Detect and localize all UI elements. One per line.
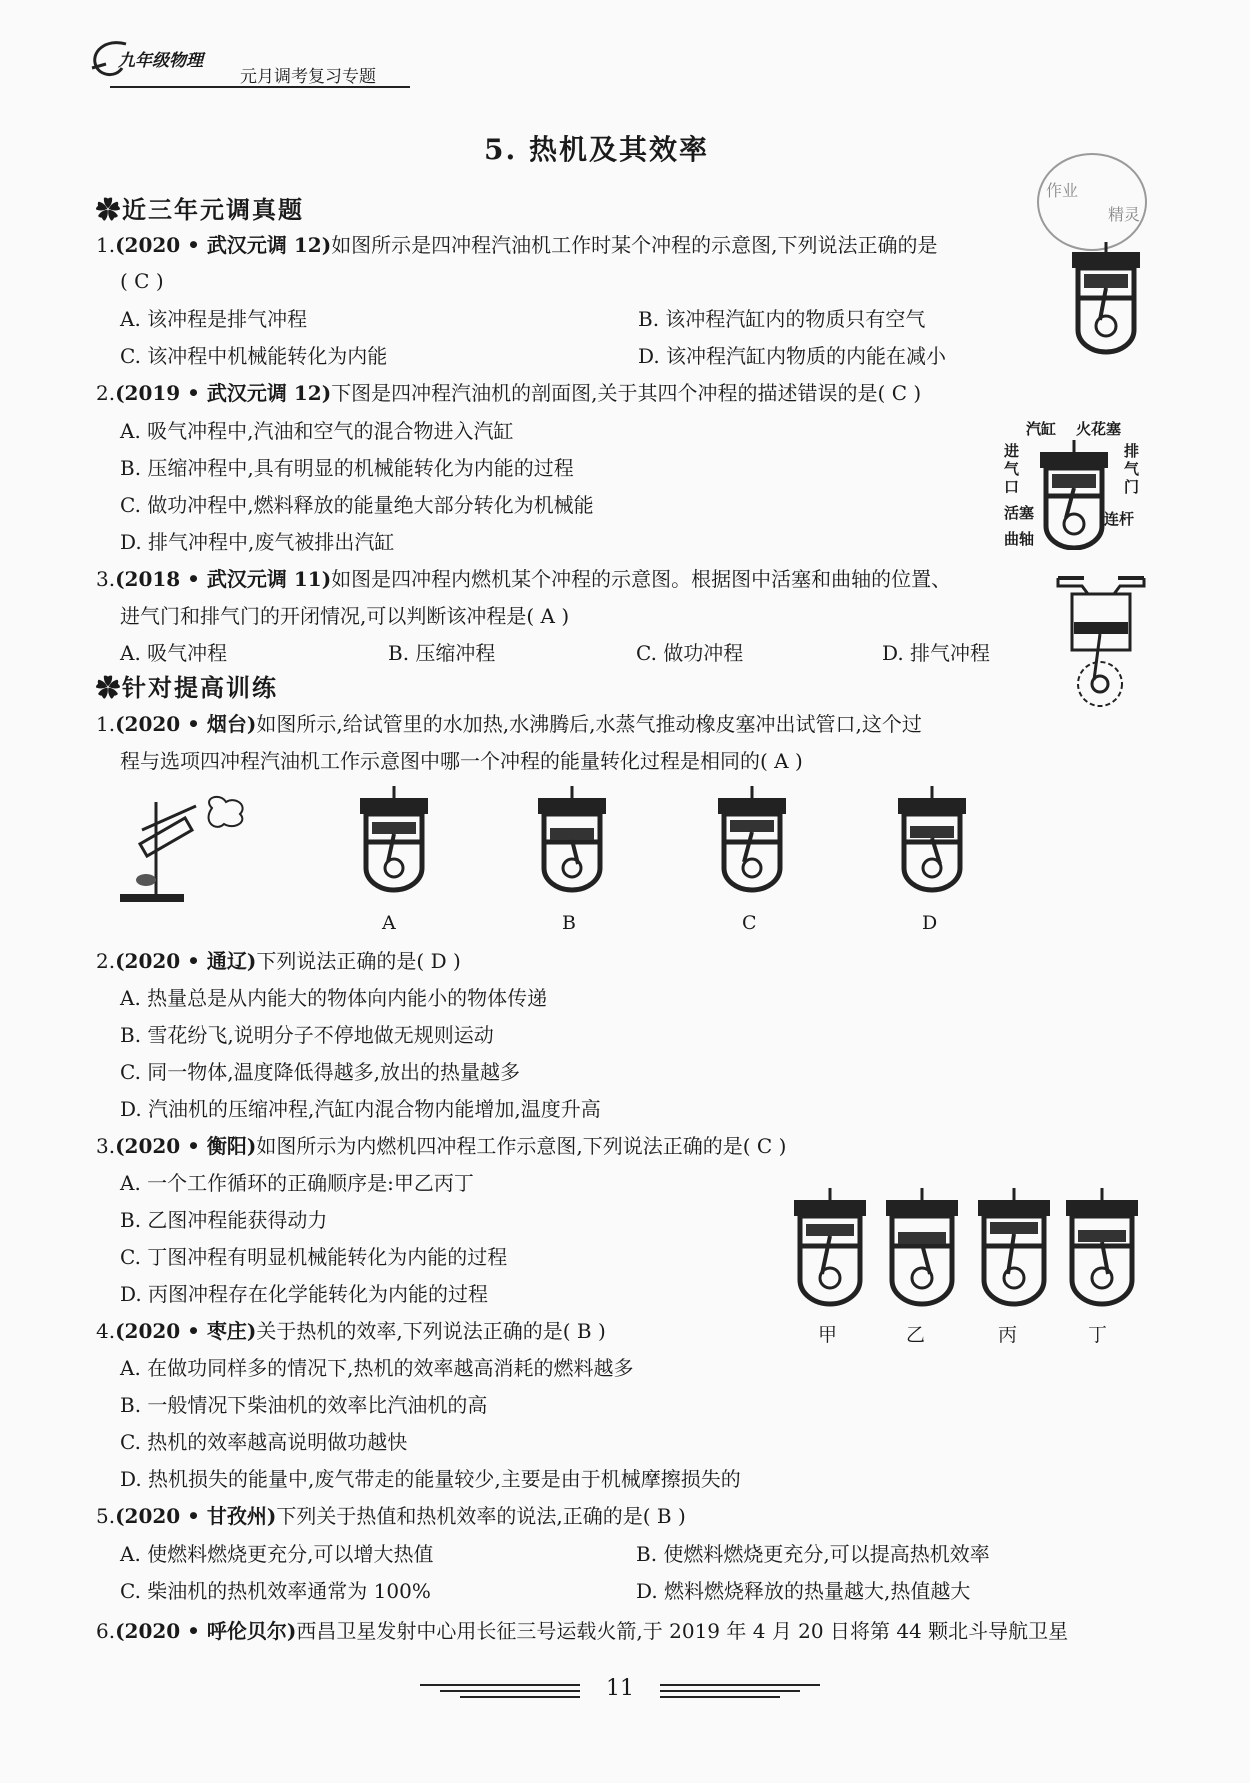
train-q4-option-a: A. 在做功同样多的情况下,热机的效率越高消耗的燃料越多: [120, 1356, 634, 1380]
past-q3-stem: 3.(2018 • 武汉元调 11)如图是四冲程内燃机某个冲程的示意图。根据图中活塞和曲轴的位置、: [96, 567, 952, 591]
stamp-line2: 精灵: [1108, 205, 1141, 224]
page-number: 11: [606, 1676, 634, 1701]
train-q1-stem: 1.(2020 • 烟台)如图所示,给试管里的水加热,水沸腾后,水蒸气推动橡皮塞冲出试管口,这个过: [96, 712, 922, 736]
train-q5-option-a: A. 使燃料燃烧更充分,可以增大热值: [120, 1542, 434, 1566]
past-q1-option-d: D. 该冲程汽缸内物质的内能在减小: [638, 344, 947, 368]
engine-diagram-past-q3: [1054, 564, 1148, 716]
label-exhaust: 排气门: [1124, 442, 1140, 496]
past-q1-answer: ( C ): [120, 269, 164, 293]
past-q2-stem: 2.(2019 • 武汉元调 12)下图是四冲程汽油机的剖面图,关于其四个冲程的描述错误的是( C ): [96, 381, 922, 405]
engine-yi: [882, 1186, 962, 1308]
header-subtitle: 元月调考复习专题: [240, 67, 376, 87]
engine-diagram-past-q2: [1004, 412, 1140, 554]
train-q3-option-c: C. 丁图冲程有明显机械能转化为内能的过程: [120, 1245, 508, 1269]
engine-jia: [790, 1186, 870, 1308]
stamp-line1: 作业: [1046, 181, 1079, 200]
train-q3-option-a: A. 一个工作循环的正确顺序是:甲乙丙丁: [120, 1171, 474, 1195]
train-q4-stem: 4.(2020 • 枣庄)关于热机的效率,下列说法正确的是( B ): [96, 1319, 606, 1343]
past-q1-option-a: A. 该冲程是排气冲程: [120, 307, 308, 331]
engine-choice-c: [714, 784, 790, 894]
train-q2-option-c: C. 同一物体,温度降低得越多,放出的热量越多: [120, 1060, 521, 1084]
header-rule: [110, 86, 410, 88]
train-q5-option-d: D. 燃料燃烧释放的热量越大,热值越大: [636, 1579, 971, 1603]
train-q3-option-b: B. 乙图冲程能获得动力: [120, 1208, 328, 1232]
engine-choice-a: [356, 784, 432, 894]
past-q3-stem-2: 进气门和排气门的开闭情况,可以判断该冲程是( A ): [120, 604, 570, 628]
section-past-heading: [96, 190, 304, 225]
train-q5-stem: 5.(2020 • 甘孜州)下列关于热值和热机效率的说法,正确的是( B ): [96, 1504, 686, 1528]
train-q5-option-c: C. 柴油机的热机效率通常为 100%: [120, 1579, 431, 1603]
past-q1-stem: 1.(2020 • 武汉元调 12)如图所示是四冲程汽油机工作时某个冲程的示意图,下列说法正确的是: [96, 233, 938, 257]
train-q4-option-d: D. 热机损失的能量中,废气带走的能量较少,主要是由于机械摩擦损失的: [120, 1467, 741, 1491]
past-q2-option-d: D. 排气冲程中,废气被排出汽缸: [120, 530, 395, 554]
train-q4-option-b: B. 一般情况下柴油机的效率比汽油机的高: [120, 1393, 488, 1417]
engine-ding: [1062, 1186, 1142, 1308]
past-q2-option-b: B. 压缩冲程中,具有明显的机械能转化为内能的过程: [120, 456, 574, 480]
engine-jia-label: 甲: [818, 1324, 838, 1346]
label-piston: 活塞: [1004, 504, 1035, 522]
past-q2-option-c: C. 做功冲程中,燃料释放的能量绝大部分转化为机械能: [120, 493, 594, 517]
past-q3-option-a: A. 吸气冲程: [120, 641, 228, 665]
footer-ornament-right: [660, 1684, 820, 1698]
engine-choice-b: [534, 784, 610, 894]
footer-ornament-left: [420, 1684, 580, 1698]
train-q3-stem: 3.(2020 • 衡阳)如图所示为内燃机四冲程工作示意图,下列说法正确的是( C ): [96, 1134, 787, 1158]
train-q2-option-a: A. 热量总是从内能大的物体向内能小的物体传递: [120, 986, 548, 1010]
label-crank: 曲轴: [1004, 530, 1035, 548]
engine-choice-b-label: B: [562, 912, 576, 934]
train-q2-option-b: B. 雪花纷飞,说明分子不停地做无规则运动: [120, 1023, 494, 1047]
page-title: 5. 热机及其效率: [484, 133, 709, 166]
train-q6-stem: 6.(2020 • 呼伦贝尔)西昌卫星发射中心用长征三号运载火箭,于 2019 年 4 月 20 日将第 44 颗北斗导航卫星: [96, 1619, 1069, 1643]
flower-icon: ✿: [96, 673, 122, 702]
section-train-title: 针对提高训练: [122, 673, 278, 702]
train-q2-option-d: D. 汽油机的压缩冲程,汽缸内混合物内能增加,温度升高: [120, 1097, 601, 1121]
label-cylinder: 汽缸: [1026, 420, 1057, 438]
past-q1-option-b: B. 该冲程汽缸内的物质只有空气: [638, 307, 926, 331]
engine-choice-c-label: C: [742, 912, 757, 934]
engine-bing-label: 丙: [998, 1324, 1018, 1346]
engine-bing: [974, 1186, 1054, 1308]
label-rod: 连杆: [1104, 510, 1135, 528]
test-tube-heating-figure: [116, 794, 256, 906]
flower-icon: ✿: [96, 195, 122, 224]
past-q3-option-b: B. 压缩冲程: [388, 641, 496, 665]
engine-choice-d-label: D: [922, 912, 938, 934]
engine-choice-d: [894, 784, 970, 894]
past-q1-option-c: C. 该冲程中机械能转化为内能: [120, 344, 388, 368]
label-intake: 进气口: [1004, 442, 1020, 496]
train-q3-option-d: D. 丙图冲程存在化学能转化为内能的过程: [120, 1282, 489, 1306]
engine-choice-a-label: A: [382, 912, 396, 934]
past-q3-option-c: C. 做功冲程: [636, 641, 744, 665]
label-spark-plug: 火花塞: [1076, 420, 1122, 438]
engine-yi-label: 乙: [906, 1324, 926, 1346]
train-q2-stem: 2.(2020 • 通辽)下列说法正确的是( D ): [96, 949, 461, 973]
train-q1-stem-2: 程与选项四冲程汽油机工作示意图中哪一个冲程的能量转化过程是相同的( A ): [120, 749, 803, 773]
train-q4-option-c: C. 热机的效率越高说明做功越快: [120, 1430, 408, 1454]
past-q2-option-a: A. 吸气冲程中,汽油和空气的混合物进入汽缸: [120, 419, 514, 443]
past-q3-option-d: D. 排气冲程: [882, 641, 991, 665]
header-subject: 九年级物理: [118, 51, 203, 71]
section-past-title: 近三年元调真题: [122, 195, 304, 224]
engine-diagram-past-q1: [1066, 238, 1146, 356]
engine-ding-label: 丁: [1088, 1324, 1108, 1346]
section-train-heading: [96, 668, 278, 703]
train-q5-option-b: B. 使燃料燃烧更充分,可以提高热机效率: [636, 1542, 990, 1566]
